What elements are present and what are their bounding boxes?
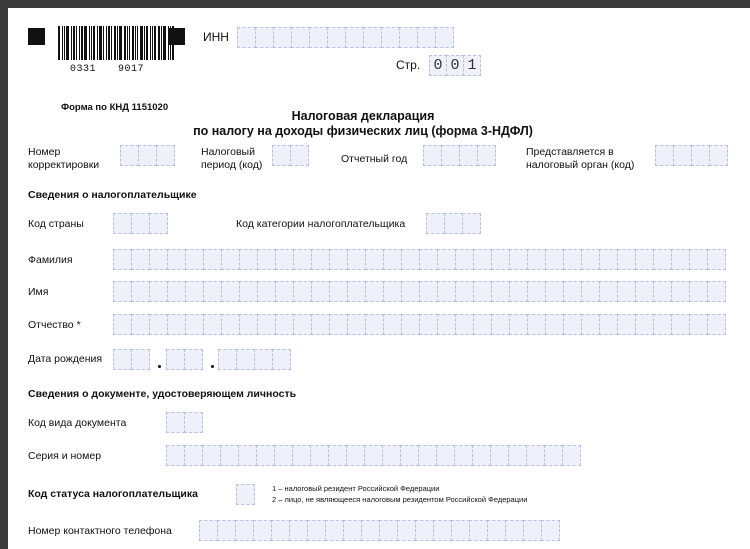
input-cell[interactable] bbox=[120, 145, 139, 166]
barcode-bar bbox=[144, 26, 145, 60]
input-cell[interactable] bbox=[307, 520, 326, 541]
input-cell[interactable] bbox=[149, 249, 168, 270]
input-cell[interactable] bbox=[563, 314, 582, 335]
input-cell[interactable] bbox=[455, 281, 474, 302]
input-cell[interactable] bbox=[401, 314, 420, 335]
barcode-bar bbox=[150, 26, 151, 60]
input-cell[interactable] bbox=[203, 281, 222, 302]
input-cell[interactable] bbox=[382, 445, 401, 466]
taxpayer-category-field[interactable] bbox=[426, 213, 480, 234]
alignment-marker-left bbox=[28, 28, 45, 45]
input-cell[interactable] bbox=[273, 27, 292, 48]
barcode-bar bbox=[108, 26, 110, 60]
input-cell[interactable] bbox=[329, 249, 348, 270]
input-cell[interactable] bbox=[329, 281, 348, 302]
reporting-year-label: Отчетный год bbox=[341, 153, 408, 165]
alignment-marker-right bbox=[168, 28, 185, 45]
input-cell[interactable] bbox=[113, 213, 132, 234]
page-number-field[interactable] bbox=[429, 55, 480, 76]
page-digit-cell: 0 bbox=[429, 55, 447, 76]
input-cell[interactable] bbox=[221, 281, 240, 302]
taxpayer-section-title: Сведения о налогоплательщике bbox=[28, 189, 197, 201]
input-cell[interactable] bbox=[253, 520, 272, 541]
barcode-bar bbox=[119, 26, 122, 60]
input-cell[interactable] bbox=[599, 249, 618, 270]
input-cell[interactable] bbox=[655, 145, 674, 166]
barcode-bar bbox=[127, 26, 128, 60]
input-cell[interactable] bbox=[383, 314, 402, 335]
input-cell[interactable] bbox=[459, 145, 478, 166]
input-cell[interactable] bbox=[469, 520, 488, 541]
input-cell[interactable] bbox=[545, 281, 564, 302]
input-cell[interactable] bbox=[436, 445, 455, 466]
barcode-bar bbox=[114, 26, 116, 60]
input-cell[interactable] bbox=[689, 314, 708, 335]
input-cell[interactable] bbox=[691, 145, 710, 166]
input-cell[interactable] bbox=[599, 314, 618, 335]
input-cell[interactable] bbox=[237, 27, 256, 48]
input-cell[interactable] bbox=[472, 445, 491, 466]
barcode-bar bbox=[140, 26, 143, 60]
barcode-bar bbox=[64, 26, 65, 60]
input-cell[interactable] bbox=[441, 145, 460, 166]
input-cell[interactable] bbox=[545, 249, 564, 270]
input-cell[interactable] bbox=[491, 314, 510, 335]
input-cell[interactable] bbox=[487, 520, 506, 541]
barcode-bar bbox=[154, 26, 156, 60]
contact-phone-field[interactable] bbox=[199, 520, 559, 541]
input-cell[interactable] bbox=[166, 349, 185, 370]
input-cell[interactable] bbox=[364, 445, 383, 466]
tax-authority-label-line-1: Представляется в bbox=[526, 146, 614, 158]
input-cell[interactable] bbox=[185, 249, 204, 270]
input-cell[interactable] bbox=[527, 249, 546, 270]
barcode-bar bbox=[99, 26, 102, 60]
input-cell[interactable] bbox=[490, 445, 509, 466]
input-cell[interactable] bbox=[220, 445, 239, 466]
input-cell[interactable] bbox=[383, 281, 402, 302]
input-cell[interactable] bbox=[365, 314, 384, 335]
taxpayer-category-label: Код категории налогоплательщика bbox=[236, 218, 406, 230]
taxpayer-status-label: Код статуса налогоплательщика bbox=[28, 488, 198, 500]
input-cell[interactable] bbox=[343, 520, 362, 541]
input-cell[interactable] bbox=[327, 27, 346, 48]
patronymic-label: Отчество * bbox=[28, 319, 81, 331]
input-cell[interactable] bbox=[419, 249, 438, 270]
input-cell[interactable] bbox=[455, 314, 474, 335]
input-cell[interactable] bbox=[291, 27, 310, 48]
barcode-bar bbox=[132, 26, 134, 60]
input-cell[interactable] bbox=[365, 249, 384, 270]
date-separator-dot bbox=[211, 365, 214, 368]
input-cell[interactable] bbox=[347, 314, 366, 335]
barcode-bar bbox=[117, 26, 118, 60]
input-cell[interactable] bbox=[437, 249, 456, 270]
input-cell[interactable] bbox=[473, 281, 492, 302]
input-cell[interactable] bbox=[289, 520, 308, 541]
input-cell[interactable] bbox=[167, 249, 186, 270]
input-cell[interactable] bbox=[185, 281, 204, 302]
birthdate-day-field[interactable] bbox=[113, 349, 149, 370]
input-cell[interactable] bbox=[113, 349, 132, 370]
surname-field[interactable] bbox=[113, 249, 725, 270]
input-cell[interactable] bbox=[562, 445, 581, 466]
input-cell[interactable] bbox=[433, 520, 452, 541]
input-cell[interactable] bbox=[599, 281, 618, 302]
input-cell[interactable] bbox=[131, 249, 150, 270]
input-cell[interactable] bbox=[437, 281, 456, 302]
input-cell[interactable] bbox=[581, 314, 600, 335]
input-cell[interactable] bbox=[526, 445, 545, 466]
input-cell[interactable] bbox=[689, 249, 708, 270]
input-cell[interactable] bbox=[311, 281, 330, 302]
barcode-bar bbox=[152, 26, 153, 60]
input-cell[interactable] bbox=[401, 281, 420, 302]
input-cell[interactable] bbox=[563, 281, 582, 302]
input-cell[interactable] bbox=[347, 249, 366, 270]
barcode-bar bbox=[81, 26, 83, 60]
birthdate-year-field[interactable] bbox=[218, 349, 290, 370]
barcode-bar bbox=[146, 26, 148, 60]
birthdate-label: Дата рождения bbox=[28, 353, 103, 365]
barcode-bar bbox=[58, 26, 60, 60]
input-cell[interactable] bbox=[131, 349, 150, 370]
input-cell[interactable] bbox=[167, 314, 186, 335]
input-cell[interactable] bbox=[218, 349, 237, 370]
input-cell[interactable] bbox=[509, 281, 528, 302]
input-cell[interactable] bbox=[707, 281, 726, 302]
series-number-label: Серия и номер bbox=[28, 450, 102, 462]
input-cell[interactable] bbox=[275, 281, 294, 302]
tax-authority-label bbox=[526, 146, 634, 172]
input-cell[interactable] bbox=[581, 249, 600, 270]
country-code-label: Код страны bbox=[28, 218, 84, 230]
input-cell[interactable] bbox=[272, 145, 291, 166]
document-type-label: Код вида документа bbox=[28, 417, 127, 429]
input-cell[interactable] bbox=[138, 145, 157, 166]
correction-label-line-2: корректировки bbox=[28, 159, 100, 171]
series-number-field[interactable] bbox=[166, 445, 580, 466]
correction-number-field[interactable] bbox=[120, 145, 174, 166]
barcode-bar bbox=[93, 26, 95, 60]
input-cell[interactable] bbox=[477, 145, 496, 166]
input-cell[interactable] bbox=[383, 249, 402, 270]
input-cell[interactable] bbox=[131, 281, 150, 302]
contact-phone-label: Номер контактного телефона bbox=[28, 525, 172, 537]
input-cell[interactable] bbox=[238, 445, 257, 466]
input-cell[interactable] bbox=[239, 314, 258, 335]
inn-label: ИНН bbox=[203, 30, 229, 44]
input-cell[interactable] bbox=[236, 484, 255, 505]
input-cell[interactable] bbox=[166, 445, 185, 466]
correction-label-line-1: Номер bbox=[28, 146, 61, 158]
input-cell[interactable] bbox=[235, 520, 254, 541]
input-cell[interactable] bbox=[401, 249, 420, 270]
input-cell[interactable] bbox=[184, 445, 203, 466]
input-cell[interactable] bbox=[419, 281, 438, 302]
barcode-bar bbox=[89, 26, 90, 60]
input-cell[interactable] bbox=[221, 249, 240, 270]
input-cell[interactable] bbox=[509, 249, 528, 270]
tax-period-label bbox=[201, 146, 262, 172]
input-cell[interactable] bbox=[290, 145, 309, 166]
status-note-2: 2 – лицо, не являющееся налоговым резидентом Российской Федерации bbox=[272, 495, 528, 504]
input-cell[interactable] bbox=[199, 520, 218, 541]
input-cell[interactable] bbox=[311, 314, 330, 335]
reporting-year-field[interactable] bbox=[423, 145, 495, 166]
input-cell[interactable] bbox=[203, 314, 222, 335]
input-cell[interactable] bbox=[473, 314, 492, 335]
input-cell[interactable] bbox=[271, 520, 290, 541]
input-cell[interactable] bbox=[346, 445, 365, 466]
input-cell[interactable] bbox=[203, 249, 222, 270]
input-cell[interactable] bbox=[617, 314, 636, 335]
input-cell[interactable] bbox=[563, 249, 582, 270]
input-cell[interactable] bbox=[473, 249, 492, 270]
input-cell[interactable] bbox=[311, 249, 330, 270]
barcode-bar bbox=[97, 26, 98, 60]
input-cell[interactable] bbox=[347, 281, 366, 302]
input-cell[interactable] bbox=[166, 412, 185, 433]
input-cell[interactable] bbox=[275, 249, 294, 270]
first-name-field[interactable] bbox=[113, 281, 725, 302]
tax-period-field[interactable] bbox=[272, 145, 308, 166]
input-cell[interactable] bbox=[256, 445, 275, 466]
input-cell[interactable] bbox=[444, 213, 463, 234]
input-cell[interactable] bbox=[167, 281, 186, 302]
form-title-line-1: Налоговая декларация bbox=[291, 109, 435, 123]
barcode bbox=[58, 26, 176, 60]
barcode-bar bbox=[66, 26, 69, 60]
input-cell[interactable] bbox=[184, 349, 203, 370]
barcode-bar bbox=[79, 26, 80, 60]
input-cell[interactable] bbox=[415, 520, 434, 541]
input-cell[interactable] bbox=[673, 145, 692, 166]
input-cell[interactable] bbox=[544, 445, 563, 466]
input-cell[interactable] bbox=[310, 445, 329, 466]
input-cell[interactable] bbox=[455, 249, 474, 270]
barcode-bar bbox=[111, 26, 112, 60]
input-cell[interactable] bbox=[131, 314, 150, 335]
input-cell[interactable] bbox=[508, 445, 527, 466]
input-cell[interactable] bbox=[185, 314, 204, 335]
input-cell[interactable] bbox=[491, 249, 510, 270]
input-cell[interactable] bbox=[361, 520, 380, 541]
barcode-bar bbox=[76, 26, 77, 60]
input-cell[interactable] bbox=[328, 445, 347, 466]
taxpayer-status-field[interactable] bbox=[236, 484, 254, 505]
input-cell[interactable] bbox=[149, 314, 168, 335]
inn-field[interactable] bbox=[237, 27, 453, 48]
declaration-form-sheet bbox=[8, 8, 750, 549]
input-cell[interactable] bbox=[397, 520, 416, 541]
input-cell[interactable] bbox=[523, 520, 542, 541]
input-cell[interactable] bbox=[363, 27, 382, 48]
input-cell[interactable] bbox=[184, 412, 203, 433]
input-cell[interactable] bbox=[400, 445, 419, 466]
input-cell[interactable] bbox=[491, 281, 510, 302]
barcode-bar bbox=[103, 26, 104, 60]
input-cell[interactable] bbox=[239, 281, 258, 302]
input-cell[interactable] bbox=[254, 349, 273, 370]
input-cell[interactable] bbox=[462, 213, 481, 234]
form-code: Форма по КНД 1151020 bbox=[61, 102, 169, 113]
date-separator-dot bbox=[158, 365, 161, 368]
birthdate-month-field[interactable] bbox=[166, 349, 202, 370]
input-cell[interactable] bbox=[292, 445, 311, 466]
input-cell[interactable] bbox=[149, 213, 168, 234]
identity-document-section-title: Сведения о документе, удостоверяющем личность bbox=[28, 388, 297, 400]
input-cell[interactable] bbox=[545, 314, 564, 335]
input-cell[interactable] bbox=[381, 27, 400, 48]
input-cell[interactable] bbox=[417, 27, 436, 48]
correction-label bbox=[28, 146, 99, 172]
page-digit-cell: 0 bbox=[446, 55, 464, 76]
input-cell[interactable] bbox=[293, 314, 312, 335]
barcode-number-left: 0331 bbox=[70, 64, 97, 75]
input-cell[interactable] bbox=[454, 445, 473, 466]
input-cell[interactable] bbox=[239, 249, 258, 270]
first-name-label: Имя bbox=[28, 286, 49, 298]
input-cell[interactable] bbox=[709, 145, 728, 166]
input-cell[interactable] bbox=[671, 249, 690, 270]
input-cell[interactable] bbox=[293, 249, 312, 270]
input-cell[interactable] bbox=[309, 27, 328, 48]
tax-period-label-line-1: Налоговый bbox=[201, 146, 255, 158]
page-digit-cell: 1 bbox=[463, 55, 481, 76]
country-code-field[interactable] bbox=[113, 213, 167, 234]
input-cell[interactable] bbox=[329, 314, 348, 335]
input-cell[interactable] bbox=[437, 314, 456, 335]
input-cell[interactable] bbox=[156, 145, 175, 166]
input-cell[interactable] bbox=[635, 249, 654, 270]
input-cell[interactable] bbox=[653, 281, 672, 302]
barcode-bar bbox=[84, 26, 87, 60]
barcode-bar bbox=[73, 26, 75, 60]
input-cell[interactable] bbox=[671, 281, 690, 302]
barcode-bar bbox=[71, 26, 72, 60]
input-cell[interactable] bbox=[671, 314, 690, 335]
page-label: Стр. bbox=[396, 58, 421, 72]
barcode-bar bbox=[135, 26, 136, 60]
input-cell[interactable] bbox=[527, 314, 546, 335]
input-cell[interactable] bbox=[345, 27, 364, 48]
barcode-bar bbox=[129, 26, 130, 60]
input-cell[interactable] bbox=[635, 281, 654, 302]
input-cell[interactable] bbox=[275, 314, 294, 335]
status-note-1: 1 – налоговый резидент Российской Федерации bbox=[272, 484, 440, 493]
input-cell[interactable] bbox=[635, 314, 654, 335]
barcode-bar bbox=[161, 26, 162, 60]
input-cell[interactable] bbox=[379, 520, 398, 541]
input-cell[interactable] bbox=[257, 249, 276, 270]
input-cell[interactable] bbox=[399, 27, 418, 48]
input-cell[interactable] bbox=[707, 314, 726, 335]
input-cell[interactable] bbox=[113, 314, 132, 335]
input-cell[interactable] bbox=[617, 281, 636, 302]
barcode-bar bbox=[91, 26, 92, 60]
barcode-bar bbox=[158, 26, 160, 60]
input-cell[interactable] bbox=[617, 249, 636, 270]
input-cell[interactable] bbox=[113, 281, 132, 302]
input-cell[interactable] bbox=[419, 314, 438, 335]
input-cell[interactable] bbox=[131, 213, 150, 234]
barcode-bar bbox=[163, 26, 166, 60]
barcode-bar bbox=[106, 26, 107, 60]
patronymic-field[interactable] bbox=[113, 314, 725, 335]
tax-period-label-line-2: период (код) bbox=[201, 159, 263, 171]
barcode-number-right: 9017 bbox=[118, 64, 145, 75]
input-cell[interactable] bbox=[451, 520, 470, 541]
input-cell[interactable] bbox=[221, 314, 240, 335]
input-cell[interactable] bbox=[365, 281, 384, 302]
input-cell[interactable] bbox=[113, 249, 132, 270]
input-cell[interactable] bbox=[149, 281, 168, 302]
barcode-bar bbox=[137, 26, 138, 60]
input-cell[interactable] bbox=[418, 445, 437, 466]
input-cell[interactable] bbox=[236, 349, 255, 370]
input-cell[interactable] bbox=[527, 281, 546, 302]
input-cell[interactable] bbox=[541, 520, 560, 541]
input-cell[interactable] bbox=[581, 281, 600, 302]
input-cell[interactable] bbox=[707, 249, 726, 270]
input-cell[interactable] bbox=[426, 213, 445, 234]
input-cell[interactable] bbox=[257, 314, 276, 335]
input-cell[interactable] bbox=[255, 27, 274, 48]
input-cell[interactable] bbox=[257, 281, 276, 302]
barcode-bar bbox=[124, 26, 126, 60]
tax-authority-field[interactable] bbox=[655, 145, 727, 166]
tax-authority-label-line-2: налоговый орган (код) bbox=[526, 159, 635, 171]
input-cell[interactable] bbox=[217, 520, 236, 541]
form-title-line-2: по налогу на доходы физических лиц (форма 3-НДФЛ) bbox=[193, 124, 533, 138]
input-cell[interactable] bbox=[653, 314, 672, 335]
input-cell[interactable] bbox=[325, 520, 344, 541]
input-cell[interactable] bbox=[274, 445, 293, 466]
input-cell[interactable] bbox=[653, 249, 672, 270]
barcode-bar bbox=[62, 26, 63, 60]
input-cell[interactable] bbox=[505, 520, 524, 541]
document-type-field[interactable] bbox=[166, 412, 202, 433]
input-cell[interactable] bbox=[293, 281, 312, 302]
surname-label: Фамилия bbox=[28, 254, 73, 266]
input-cell[interactable] bbox=[202, 445, 221, 466]
input-cell[interactable] bbox=[689, 281, 708, 302]
input-cell[interactable] bbox=[423, 145, 442, 166]
input-cell[interactable] bbox=[272, 349, 291, 370]
input-cell[interactable] bbox=[435, 27, 454, 48]
input-cell[interactable] bbox=[509, 314, 528, 335]
